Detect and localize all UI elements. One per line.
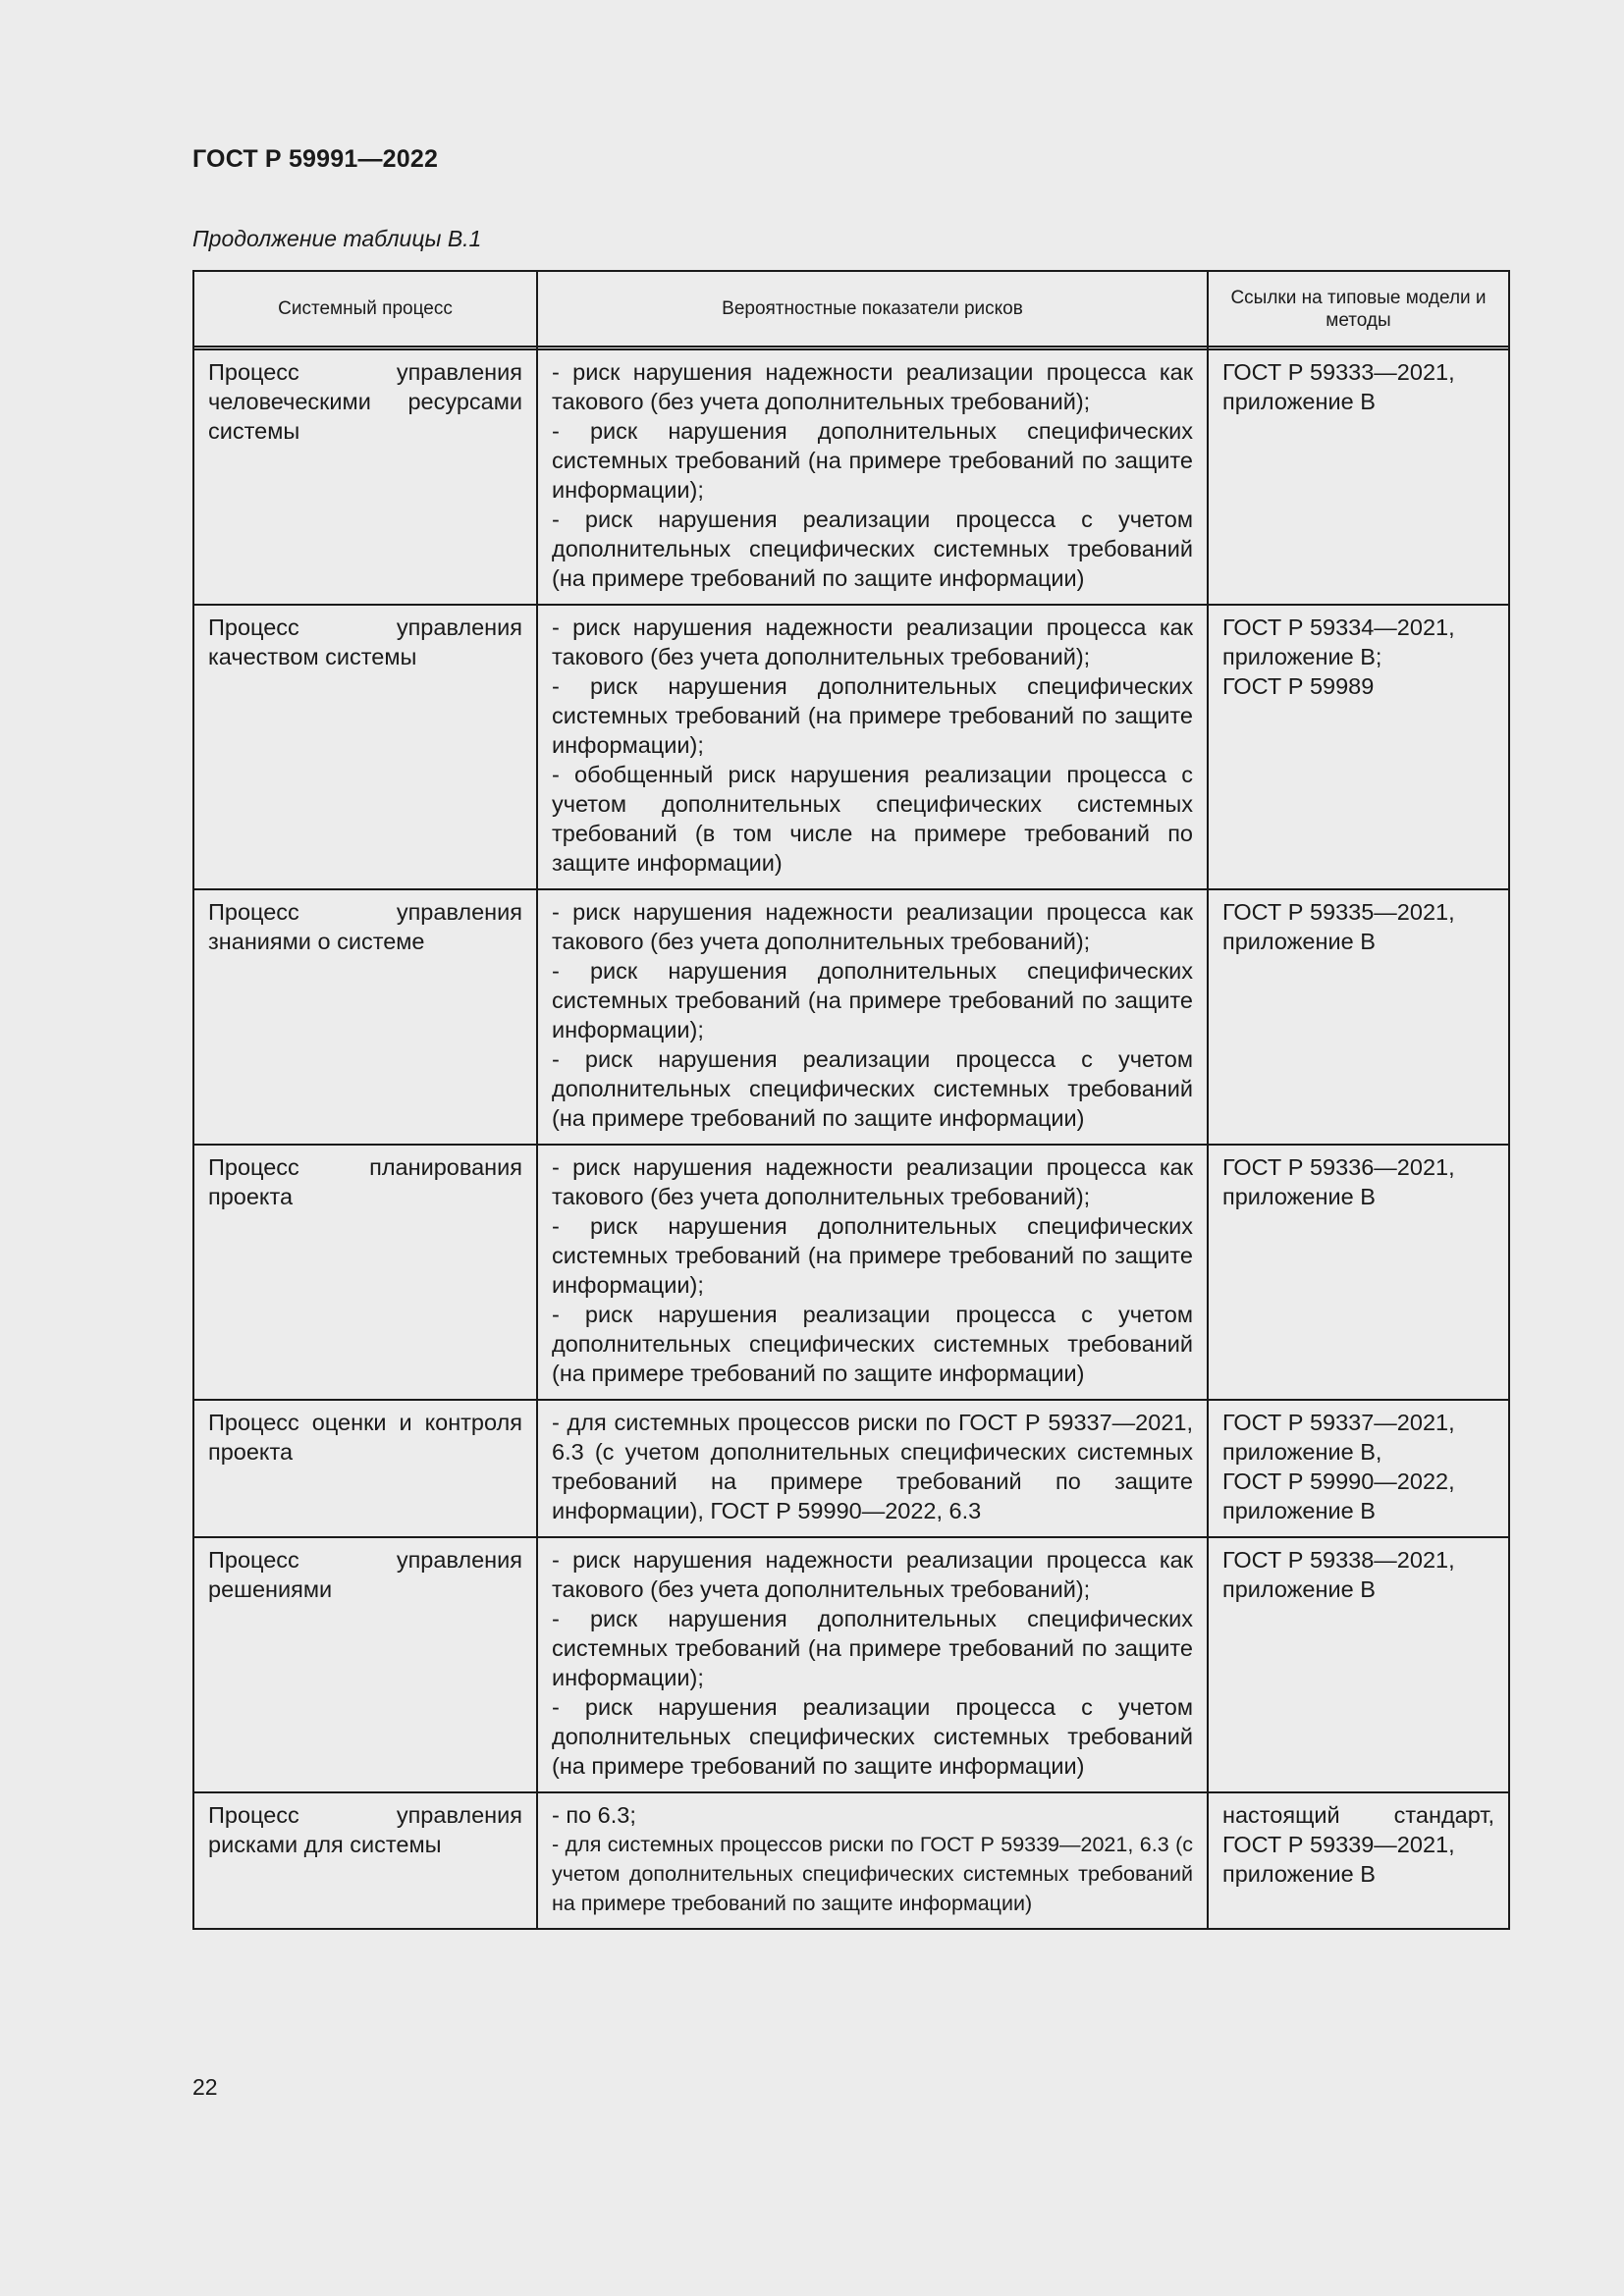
- risk-item: - риск нарушения надежности реализации процесса как такового (без учета дополнительных требований);: [552, 1547, 1193, 1602]
- column-header-refs: Ссылки на типовые модели и методы: [1208, 271, 1509, 347]
- risks-cell: [537, 1400, 1208, 1537]
- table-row: [193, 1145, 1509, 1400]
- risk-item: - риск нарушения дополнительных специфических системных требований (на примере требований по защите информации);: [552, 1606, 1193, 1690]
- table-header-row: [193, 271, 1509, 347]
- risk-item: - риск нарушения реализации процесса с учетом дополнительных специфических системных требований (на примере требований по защите информации): [552, 1302, 1193, 1386]
- ref-line: приложение В: [1222, 1576, 1376, 1602]
- table-row: [193, 349, 1509, 605]
- ref-line: приложение В: [1222, 929, 1376, 954]
- refs-cell: [1208, 1145, 1509, 1400]
- risk-item: - риск нарушения надежности реализации процесса как такового (без учета дополнительных требований);: [552, 614, 1193, 669]
- ref-line: ГОСТ Р 59990—2022,: [1222, 1468, 1455, 1494]
- risks-cell: [537, 889, 1208, 1145]
- ref-line: приложение В: [1222, 1498, 1376, 1523]
- risks-cell: [537, 1792, 1208, 1929]
- ref-line: приложение В: [1222, 389, 1376, 414]
- page-number: 22: [192, 2074, 218, 2100]
- refs-cell: [1208, 1537, 1509, 1792]
- document-title: ГОСТ Р 59991—2022: [192, 145, 439, 173]
- table-caption: Продолжение таблицы В.1: [192, 226, 482, 251]
- column-header-risks: Вероятностные показатели рисков: [537, 271, 1208, 347]
- process-cell: Процесс управления рисками для системы: [193, 1792, 537, 1929]
- refs-cell: [1208, 1400, 1509, 1537]
- risk-item: - риск нарушения реализации процесса с учетом дополнительных специфических системных требований (на примере требований по защите информации): [552, 507, 1193, 591]
- ref-line: ГОСТ Р 59337—2021,: [1222, 1410, 1455, 1435]
- process-cell: Процесс планирования проекта: [193, 1145, 537, 1400]
- ref-line: приложение В: [1222, 1861, 1376, 1887]
- risk-item: - риск нарушения реализации процесса с учетом дополнительных специфических системных требований (на примере требований по защите информации): [552, 1046, 1193, 1131]
- risk-item: - риск нарушения дополнительных специфических системных требований (на примере требований по защите информации);: [552, 418, 1193, 503]
- risks-cell: [537, 1537, 1208, 1792]
- ref-line: ГОСТ Р 59335—2021,: [1222, 899, 1455, 925]
- ref-line: настоящий стандарт,: [1222, 1802, 1494, 1828]
- column-header-process: Системный процесс: [193, 271, 537, 347]
- ref-line: ГОСТ Р 59338—2021,: [1222, 1547, 1455, 1573]
- ref-line: приложение В,: [1222, 1439, 1382, 1465]
- risks-cell: [537, 605, 1208, 889]
- refs-cell: [1208, 1792, 1509, 1929]
- table-row: [193, 889, 1509, 1145]
- risk-item: - риск нарушения дополнительных специфических системных требований (на примере требований по защите информации);: [552, 1213, 1193, 1298]
- risk-item: - обобщенный риск нарушения реализации процесса с учетом дополнительных специфических системных требований (в том числе на примере требований по защите информации): [552, 762, 1193, 876]
- table-row: [193, 1792, 1509, 1929]
- risk-item: - риск нарушения реализации процесса с учетом дополнительных специфических системных требований (на примере требований по защите информации): [552, 1694, 1193, 1779]
- risk-table: [192, 270, 1510, 1930]
- ref-line: ГОСТ Р 59339—2021,: [1222, 1832, 1455, 1857]
- process-cell: Процесс управления качеством системы: [193, 605, 537, 889]
- table-row: [193, 605, 1509, 889]
- ref-line: ГОСТ Р 59336—2021,: [1222, 1154, 1455, 1180]
- refs-cell: [1208, 605, 1509, 889]
- risk-item: - риск нарушения надежности реализации процесса как такового (без учета дополнительных требований);: [552, 359, 1193, 414]
- ref-line: ГОСТ Р 59333—2021,: [1222, 359, 1455, 385]
- process-cell: Процесс управления решениями: [193, 1537, 537, 1792]
- risks-cell: [537, 1145, 1208, 1400]
- risk-item: - риск нарушения надежности реализации процесса как такового (без учета дополнительных требований);: [552, 899, 1193, 954]
- risk-item: - риск нарушения дополнительных специфических системных требований (на примере требований по защите информации);: [552, 673, 1193, 758]
- process-cell: Процесс оценки и контроля проекта: [193, 1400, 537, 1537]
- table-row: [193, 1537, 1509, 1792]
- ref-line: приложение В;: [1222, 644, 1382, 669]
- table-row: [193, 1400, 1509, 1537]
- process-cell: Процесс управления знаниями о системе: [193, 889, 537, 1145]
- refs-cell: [1208, 349, 1509, 605]
- risk-item: - риск нарушения надежности реализации процесса как такового (без учета дополнительных требований);: [552, 1154, 1193, 1209]
- risks-cell: [537, 349, 1208, 605]
- risk-item: - для системных процессов риски по ГОСТ Р 59339—2021, 6.3 (с учетом дополнительных специфических системных требований на примере требований по защите информации): [552, 1833, 1193, 1915]
- ref-line: ГОСТ Р 59334—2021,: [1222, 614, 1455, 640]
- process-cell: Процесс управления человеческими ресурсами системы: [193, 349, 537, 605]
- ref-line: приложение В: [1222, 1184, 1376, 1209]
- risk-item: - по 6.3;: [552, 1802, 636, 1828]
- refs-cell: [1208, 889, 1509, 1145]
- risk-item: - риск нарушения дополнительных специфических системных требований (на примере требований по защите информации);: [552, 958, 1193, 1042]
- ref-line: ГОСТ Р 59989: [1222, 673, 1375, 699]
- risk-item: - для системных процессов риски по ГОСТ Р 59337—2021, 6.3 (с учетом дополнительных специфических системных требований на примере требований по защите информации), ГОСТ Р 59990—2022, 6.3: [552, 1410, 1193, 1523]
